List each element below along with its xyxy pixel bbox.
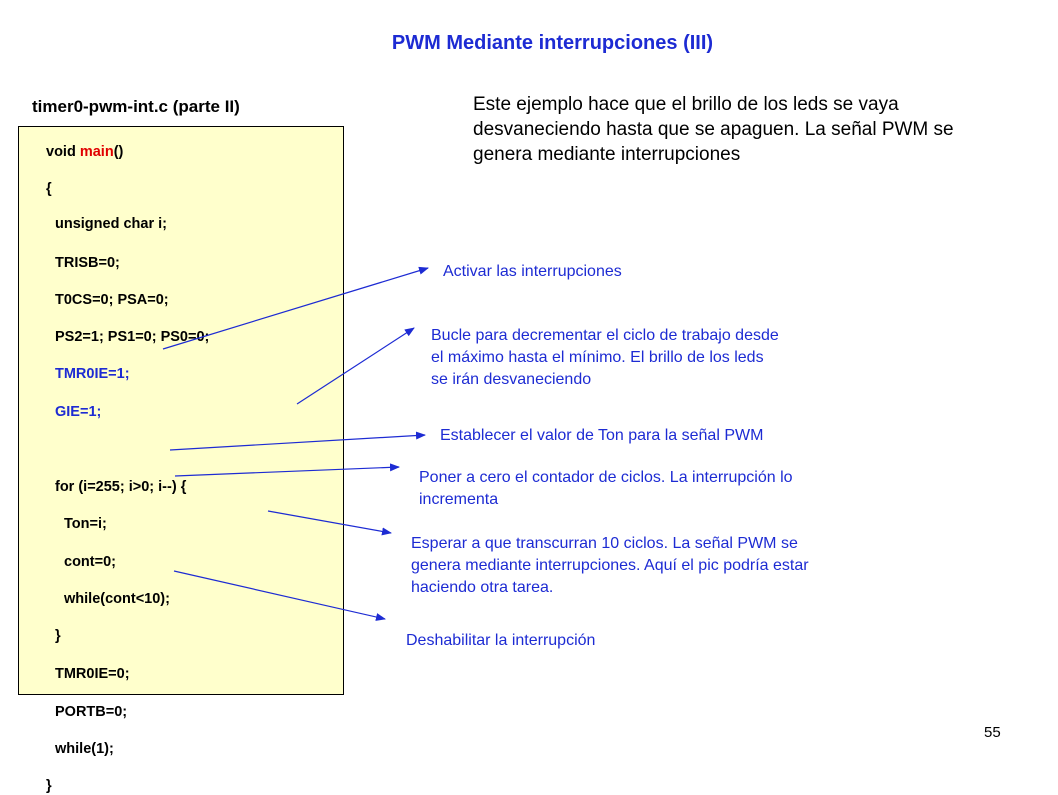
code-main-keyword: main — [79, 144, 114, 160]
note-wait-line-3: haciendo otra tarea. — [411, 579, 554, 596]
code-line-7: TMR0IE=1; — [55, 366, 130, 382]
code-line-2: { — [46, 181, 52, 197]
code-line-8: GIE=1; — [55, 404, 102, 420]
code-line-14: TMR0IE=0; — [55, 666, 130, 682]
arrow-ton — [170, 435, 425, 450]
arrow-disable-interrupt — [174, 571, 385, 619]
note-wait-line-2: genera mediante interrupciones. Aquí el pic podría estar — [411, 557, 809, 574]
slide-title: PWM Mediante interrupciones (III) — [391, 32, 714, 54]
arrow-activate-interrupts — [163, 268, 428, 349]
note-reset-line-1: Poner a cero el contador de ciclos. La interrupción lo — [419, 469, 793, 486]
code-file-title: timer0-pwm-int.c (parte II) — [32, 97, 240, 116]
code-paren: () — [113, 144, 124, 160]
arrow-loop — [297, 328, 414, 404]
code-line-4: TRISB=0; — [55, 255, 120, 271]
note-loop-line-3: se irán desvaneciendo — [431, 371, 592, 388]
note-loop-line-1: Bucle para decrementar el ciclo de trabajo desde — [431, 327, 779, 344]
note-reset-line-2: incrementa — [419, 491, 499, 508]
code-line-15: PORTB=0; — [55, 704, 128, 720]
slide-description: Este ejemplo hace que el brillo de los leds se vaya desvaneciendo hasta que se apaguen. La señal PWM se genera mediante interrupciones — [473, 94, 954, 165]
note-wait-line-1: Esperar a que transcurran 10 ciclos. La señal PWM se — [411, 535, 798, 552]
code-line-16: while(1); — [55, 741, 114, 757]
note-disable-interrupt: Deshabilitar la interrupción — [406, 632, 596, 649]
code-line-12: while(cont<10); — [64, 591, 170, 607]
code-line-9: for (i=255; i>0; i--) { — [55, 479, 187, 495]
code-line-10: Ton=i; — [64, 516, 107, 532]
code-line-13: } — [55, 628, 61, 644]
note-ton: Establecer el valor de Ton para la señal PWM — [440, 427, 764, 444]
code-line-6: PS2=1; PS1=0; PS0=0; — [55, 329, 210, 345]
code-line-17: } — [46, 778, 52, 794]
note-activate-interrupts: Activar las interrupciones — [443, 263, 622, 280]
code-void: void — [46, 144, 80, 160]
code-line-11: cont=0; — [64, 554, 116, 570]
code-line-5: T0CS=0; PSA=0; — [55, 292, 169, 308]
arrow-reset-counter — [175, 467, 399, 476]
note-loop-line-2: el máximo hasta el mínimo. El brillo de los leds — [431, 349, 764, 366]
arrow-wait-cycles — [268, 511, 391, 533]
page-number: 55 — [984, 724, 1001, 741]
code-line-3: unsigned char i; — [55, 216, 167, 232]
